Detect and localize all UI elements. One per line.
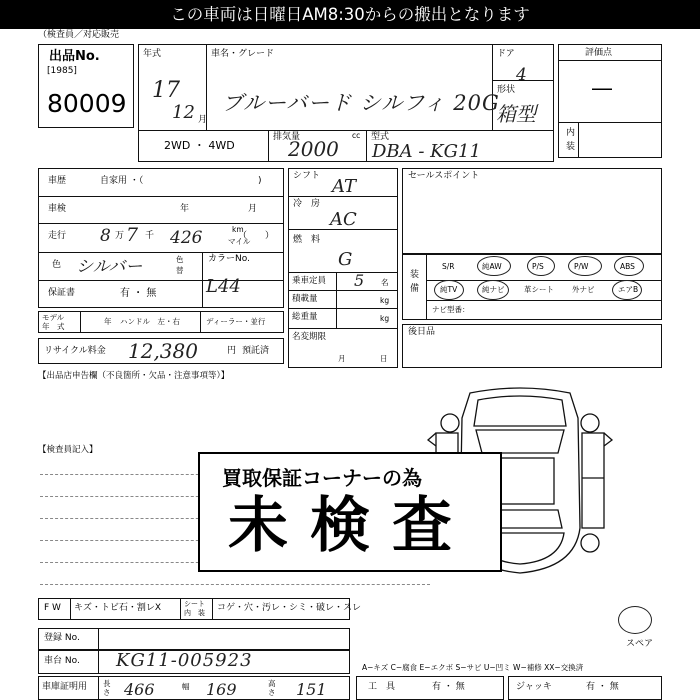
mileage-unit-km: km — [232, 225, 244, 234]
model-value: ブルーバード シルフィ 20G — [222, 91, 500, 115]
circle-navi — [477, 280, 509, 300]
color-code-value: L44 — [206, 276, 241, 297]
spare-label: スペア — [626, 639, 654, 649]
equip-sunroof: S/R — [442, 262, 455, 271]
equip-tv: 純TV — [440, 285, 458, 294]
mod-day: 日 — [380, 354, 388, 363]
color-value: シルバー — [76, 257, 143, 277]
notice-banner: この車両は日曜日AM8:30からの搬出となります — [0, 0, 700, 29]
mileage-man-unit: 万 — [115, 231, 125, 241]
model-year-unit: 年 — [104, 317, 112, 326]
displacement-unit: cc — [352, 131, 361, 140]
handle-options: ハンドル 左・右 — [120, 317, 180, 326]
aircon-label: 冷 房 — [293, 199, 321, 209]
length-value: 466 — [124, 680, 155, 699]
equip-airbag: エアB — [618, 285, 639, 294]
width-value: 169 — [206, 680, 237, 699]
year-month-unit: 月 — [198, 115, 208, 125]
capacity-unit: 名 — [381, 278, 389, 287]
rating-value: ― — [592, 76, 612, 100]
year-label: 年式 — [143, 49, 162, 59]
inspection-year: 年 — [180, 204, 190, 214]
drive-label: 2WD ・ 4WD — [164, 139, 235, 152]
stamp-line2: 未検査 — [228, 491, 474, 561]
fw-interior-text: コゲ・穴・汚レ・シミ・破レ・スレ — [217, 603, 362, 613]
history-close: ) — [258, 176, 262, 186]
recycle-value: 12,380 — [128, 339, 198, 363]
fw-label: F W — [44, 603, 61, 613]
dealer-options: ディーラー・並行 — [206, 317, 266, 326]
mileage-rest: 426 — [170, 228, 203, 248]
interior-label: 内装 — [566, 128, 576, 152]
aircon-value: AC — [330, 209, 357, 230]
mileage-label: 走行 — [48, 231, 67, 241]
mileage-sen: 7 — [126, 224, 139, 246]
fuel-value: G — [338, 249, 353, 270]
stamp-line1: 買取保証コーナーの為 — [222, 466, 422, 490]
mileage-man: 8 — [100, 226, 111, 246]
doors-label: ドア — [497, 49, 515, 59]
registration-row — [38, 628, 350, 650]
history-label: 車歴 — [48, 176, 67, 186]
circle-airbag — [612, 280, 642, 300]
lot-number-box — [38, 44, 134, 128]
aftermarket-box — [402, 324, 662, 368]
displacement-value: 2000 — [288, 137, 339, 161]
shape-value: 箱型 — [496, 102, 536, 126]
registration-label: 登録 No. — [44, 633, 80, 643]
history-options: 自家用 ・（ — [100, 176, 144, 186]
sales-point-label: セールスポイント — [408, 171, 480, 181]
chassis-value: KG11-005923 — [116, 650, 253, 671]
recycle-deposit: 預託済 — [242, 346, 270, 356]
equip-external-navi: 外ナビ — [572, 285, 595, 294]
shape-label: 形状 — [497, 85, 516, 95]
mileage-sen-unit: 千 — [145, 231, 155, 241]
equip-power-window: P/W — [574, 262, 589, 271]
color-change-label: 色 替 — [176, 255, 184, 275]
warranty-options: 有 ・ 無 — [120, 288, 157, 299]
lot-code: [1985] — [47, 66, 77, 76]
height-value: 151 — [296, 680, 327, 699]
model-year-label: モデル 年 式 — [42, 313, 65, 331]
equipment-label: 装 備 — [410, 270, 420, 294]
mileage-unit-mile: マイル — [228, 237, 251, 246]
fw-text: キズ・トビ石・割レX — [74, 603, 161, 613]
equip-leather-seat: 革シート — [524, 285, 554, 294]
warranty-label: 保証書 — [48, 288, 76, 298]
year-month: 12 — [172, 102, 195, 123]
lot-label: 出品No. — [49, 49, 100, 64]
load-unit: kg — [380, 296, 390, 305]
jack-options: 有 ・ 無 — [586, 682, 619, 692]
lot-number: 80009 — [47, 89, 127, 118]
inspection-label: 車検 — [48, 204, 67, 214]
spare-tire-icon — [618, 606, 652, 634]
tools-label: 工 具 — [368, 682, 396, 692]
type-value: DBA - KG11 — [372, 141, 481, 162]
color-code-label: カラーNo. — [208, 254, 250, 264]
damage-legend: A−キズ C−腐食 E−エクボ S−サビ U−凹ミ W−補修 XX−交換済 — [362, 663, 584, 672]
inspection-month: 月 — [248, 204, 258, 214]
not-inspected-stamp — [198, 452, 502, 572]
year-era: 17 — [152, 78, 180, 103]
circle-tv — [434, 280, 464, 300]
doors-value: 4 — [516, 65, 527, 85]
height-label: 高さ — [268, 679, 276, 697]
circle-power-steering — [527, 256, 555, 276]
model-label: 車名・グレード — [211, 49, 275, 59]
mileage-paren: （ ） — [238, 231, 275, 241]
fuel-label: 燃 料 — [293, 235, 321, 245]
displacement-label: 排気量 — [273, 132, 301, 142]
tools-options: 有 ・ 無 — [432, 682, 465, 692]
circle-power-window — [568, 256, 602, 276]
inspector-note-label: 【検査員記入】 — [38, 445, 98, 455]
capacity-value: 5 — [354, 271, 365, 290]
chassis-label: 車台 No. — [44, 656, 80, 666]
jack-label: ジャッキ — [516, 682, 552, 692]
recycle-label: リサイクル料金 — [44, 346, 106, 356]
length-label: 長さ — [103, 679, 111, 697]
width-label: 幅 — [182, 682, 190, 691]
type-label: 型式 — [371, 132, 390, 142]
recycle-unit: 円 — [227, 346, 237, 356]
shift-label: シフト — [293, 171, 321, 181]
shift-value: AT — [332, 176, 357, 197]
weight-label: 総重量 — [292, 312, 318, 322]
certificate-label: 車庫証明用 — [42, 682, 88, 692]
circle-abs — [614, 256, 644, 276]
mod-month: 月 — [338, 354, 346, 363]
capacity-label: 乗車定員 — [292, 276, 327, 286]
seller-note-label: 【出品店申告欄（不良箇所・欠品・注意事項等）】 — [38, 371, 230, 381]
equip-alloy-wheel: 純AW — [482, 262, 502, 271]
fw-interior-label: シート 内 装 — [184, 600, 205, 617]
header-cut-text: （検査員／对応販売 — [38, 30, 120, 40]
load-label: 積載量 — [292, 294, 318, 304]
rating-label: 評価点 — [585, 48, 613, 58]
mod-label: 名変期限 — [292, 332, 327, 342]
navi-model-label: ナビ型番： — [432, 305, 470, 314]
weight-unit: kg — [380, 314, 390, 323]
circle-alloy-wheel — [477, 256, 511, 276]
color-label: 色 — [52, 260, 62, 270]
equip-abs: ABS — [620, 262, 635, 271]
equip-power-steering: P/S — [532, 262, 544, 271]
equip-navi: 純ナビ — [482, 285, 505, 294]
aftermarket-label: 後日品 — [408, 327, 436, 337]
